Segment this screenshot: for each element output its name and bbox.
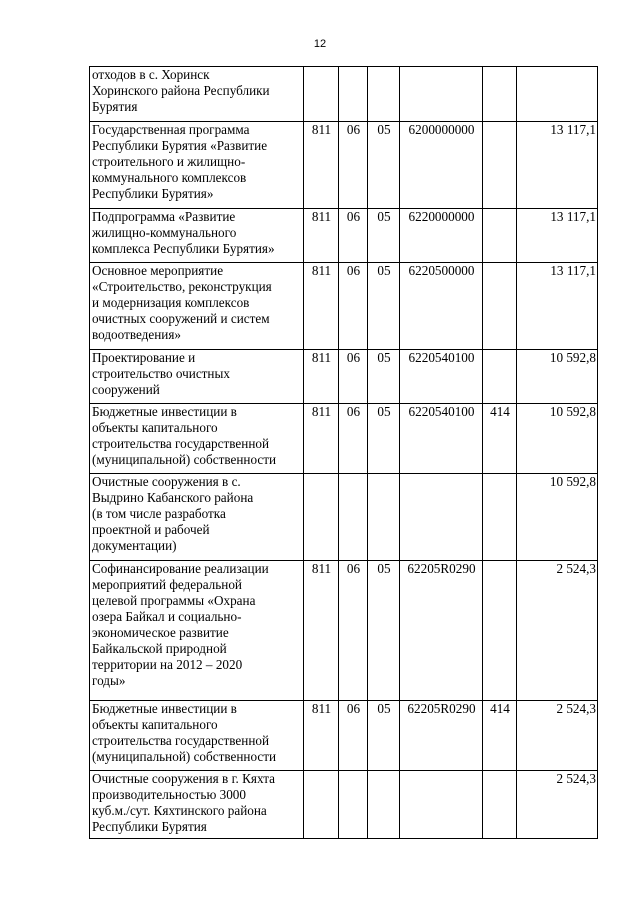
subsection-code: 05 bbox=[368, 561, 400, 701]
budget-table bbox=[89, 66, 598, 839]
table-row bbox=[90, 771, 598, 839]
expense-type-code bbox=[483, 263, 517, 350]
item-name: Бюджетные инвестиции в объекты капитального строительства государственной (муниципальной) собственности bbox=[90, 404, 304, 474]
table-row bbox=[90, 122, 598, 209]
ministry-code: 811 bbox=[304, 561, 339, 701]
item-name: Софинансирование реализации мероприятий федеральной целевой программы «Охрана озера Байкал и социально- экономическое развитие Байкальской природной территории на 2012 – 2020 годы» bbox=[90, 561, 304, 701]
expense-type-code bbox=[483, 771, 517, 839]
item-name: Подпрограмма «Развитие жилищно-коммунального комплекса Республики Бурятия» bbox=[90, 209, 304, 263]
amount: 13 117,1 bbox=[517, 263, 598, 350]
amount: 10 592,8 bbox=[517, 474, 598, 561]
subsection-code bbox=[368, 67, 400, 122]
amount: 2 524,3 bbox=[517, 561, 598, 701]
item-name: Очистные сооружения в с. Выдрино Кабанского района (в том числе разработка проектной и рабочей документации) bbox=[90, 474, 304, 561]
item-name: Бюджетные инвестиции в объекты капитального строительства государственной (муниципальной) собственности bbox=[90, 701, 304, 771]
expense-type-code bbox=[483, 209, 517, 263]
subsection-code: 05 bbox=[368, 209, 400, 263]
ministry-code bbox=[304, 771, 339, 839]
target-article-code: 62205R0290 bbox=[400, 701, 483, 771]
expense-type-code bbox=[483, 67, 517, 122]
amount: 13 117,1 bbox=[517, 209, 598, 263]
expense-type-code bbox=[483, 474, 517, 561]
target-article-code: 6220000000 bbox=[400, 209, 483, 263]
ministry-code bbox=[304, 67, 339, 122]
table-row bbox=[90, 350, 598, 404]
expense-type-code bbox=[483, 122, 517, 209]
amount bbox=[517, 67, 598, 122]
target-article-code: 6200000000 bbox=[400, 122, 483, 209]
section-code: 06 bbox=[339, 122, 368, 209]
section-code bbox=[339, 771, 368, 839]
table-row bbox=[90, 474, 598, 561]
section-code: 06 bbox=[339, 350, 368, 404]
target-article-code bbox=[400, 67, 483, 122]
table-row bbox=[90, 67, 598, 122]
subsection-code bbox=[368, 474, 400, 561]
table-row bbox=[90, 701, 598, 771]
expense-type-code: 414 bbox=[483, 404, 517, 474]
expense-type-code bbox=[483, 350, 517, 404]
target-article-code bbox=[400, 771, 483, 839]
target-article-code: 6220500000 bbox=[400, 263, 483, 350]
page-number: 12 bbox=[313, 38, 327, 50]
table-row bbox=[90, 209, 598, 263]
ministry-code: 811 bbox=[304, 350, 339, 404]
ministry-code: 811 bbox=[304, 701, 339, 771]
target-article-code bbox=[400, 474, 483, 561]
section-code: 06 bbox=[339, 263, 368, 350]
table-row bbox=[90, 404, 598, 474]
expense-type-code bbox=[483, 561, 517, 701]
subsection-code: 05 bbox=[368, 404, 400, 474]
item-name: Государственная программа Республики Бурятия «Развитие строительного и жилищно- коммунального комплексов Республики Бурятия» bbox=[90, 122, 304, 209]
ministry-code: 811 bbox=[304, 263, 339, 350]
amount: 2 524,3 bbox=[517, 701, 598, 771]
section-code bbox=[339, 474, 368, 561]
ministry-code: 811 bbox=[304, 209, 339, 263]
section-code bbox=[339, 67, 368, 122]
item-name: отходов в с. Хоринск Хоринского района Республики Бурятия bbox=[90, 67, 304, 122]
ministry-code: 811 bbox=[304, 122, 339, 209]
ministry-code: 811 bbox=[304, 404, 339, 474]
expense-type-code: 414 bbox=[483, 701, 517, 771]
item-name: Очистные сооружения в г. Кяхта производительностью 3000 куб.м./сут. Кяхтинского района Республики Бурятия bbox=[90, 771, 304, 839]
section-code: 06 bbox=[339, 209, 368, 263]
item-name: Проектирование и строительство очистных сооружений bbox=[90, 350, 304, 404]
amount: 2 524,3 bbox=[517, 771, 598, 839]
ministry-code bbox=[304, 474, 339, 561]
section-code: 06 bbox=[339, 404, 368, 474]
amount: 13 117,1 bbox=[517, 122, 598, 209]
target-article-code: 6220540100 bbox=[400, 404, 483, 474]
item-name: Основное мероприятие «Строительство, реконструкция и модернизация комплексов очистных сооружений и систем водоотведения» bbox=[90, 263, 304, 350]
section-code: 06 bbox=[339, 701, 368, 771]
table-row bbox=[90, 263, 598, 350]
section-code: 06 bbox=[339, 561, 368, 701]
amount: 10 592,8 bbox=[517, 350, 598, 404]
table-row bbox=[90, 561, 598, 701]
target-article-code: 62205R0290 bbox=[400, 561, 483, 701]
amount: 10 592,8 bbox=[517, 404, 598, 474]
subsection-code bbox=[368, 771, 400, 839]
subsection-code: 05 bbox=[368, 122, 400, 209]
subsection-code: 05 bbox=[368, 263, 400, 350]
target-article-code: 6220540100 bbox=[400, 350, 483, 404]
subsection-code: 05 bbox=[368, 350, 400, 404]
subsection-code: 05 bbox=[368, 701, 400, 771]
